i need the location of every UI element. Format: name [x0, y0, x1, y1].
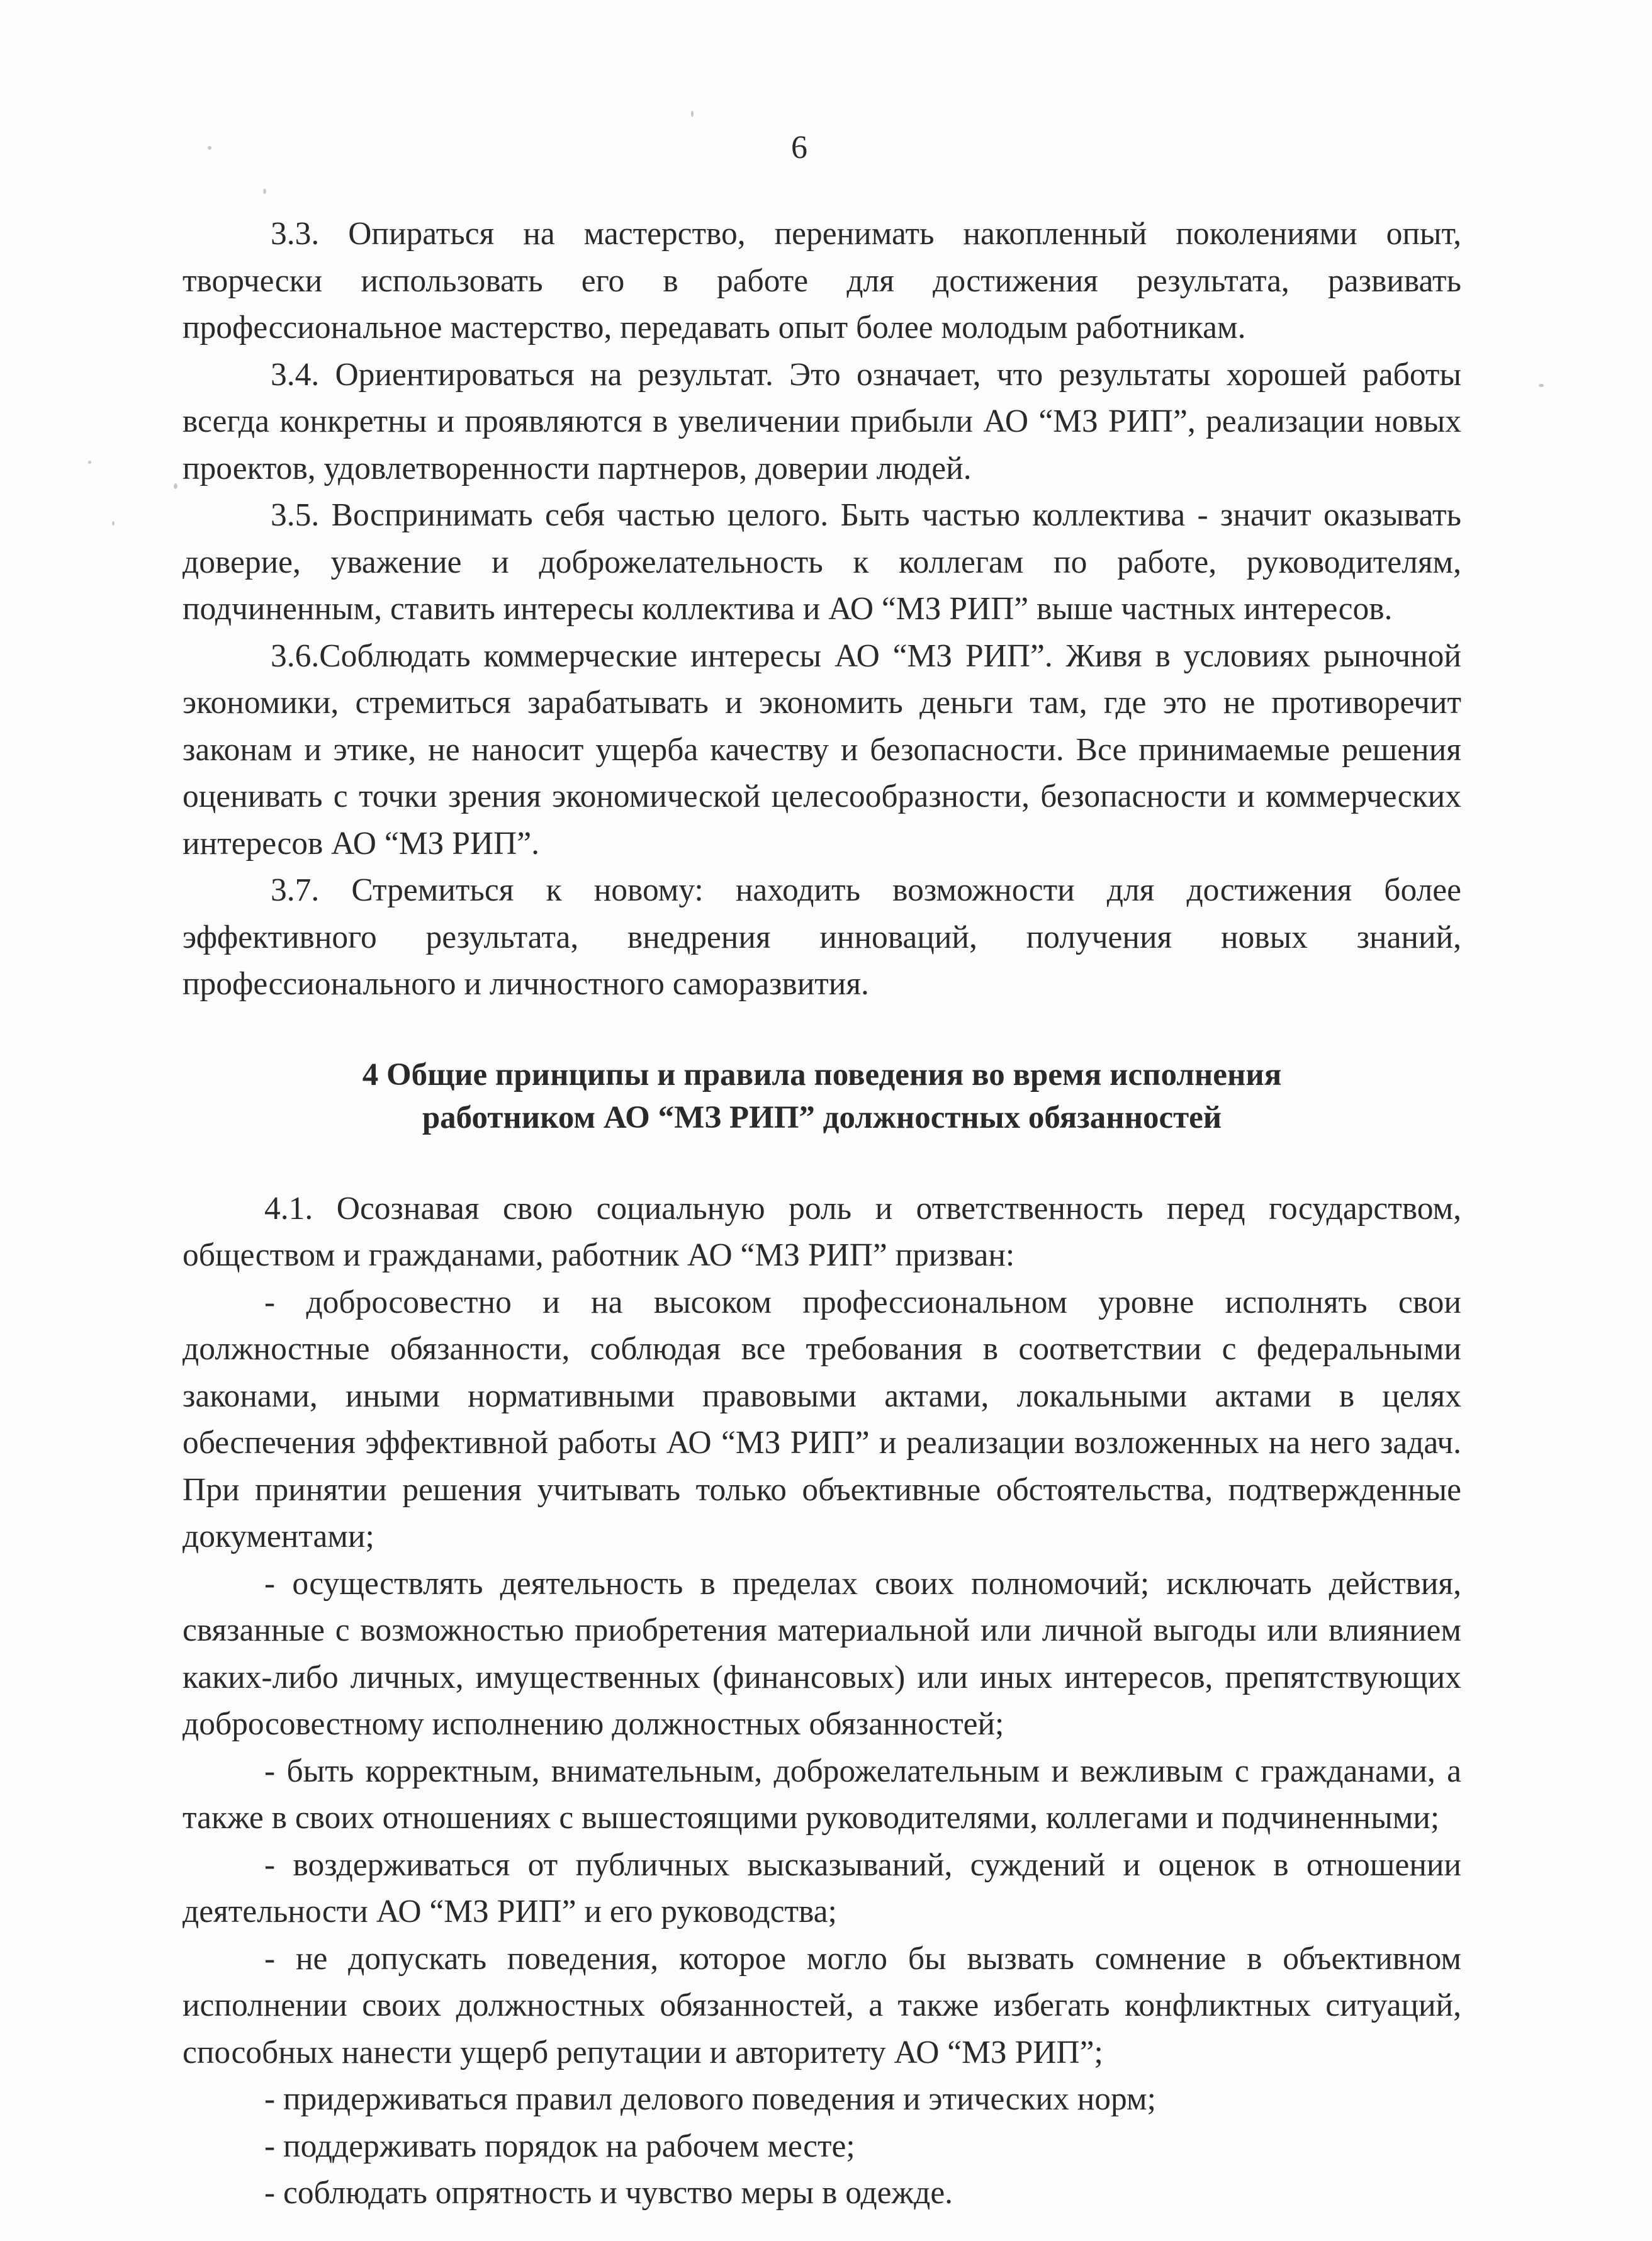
paragraph-3-6: 3.6.Соблюдать коммерческие интересы АО “МЗ РИП”. Живя в условиях рыночной экономики, стремиться зарабатывать и экономить деньги там, где это не противоречит законам и этике, не наносит ущерба качеству и безопасности. Все принимаемые решения оценивать с точки зрения экономической целесообразности, безопасности и коммерческих интересов АО “МЗ РИП”. [183, 637, 1461, 862]
document-body [183, 211, 1461, 2217]
list-item: - не допускать поведения, которое могло бы вызвать сомнение в объективном исполнении своих должностных обязанностей, а также избегать конфликтных ситуаций, способных нанести ущерб репутации и авторитету АО “МЗ РИП”; [183, 1940, 1461, 2070]
paragraph-3-7: 3.7. Стремиться к новому: находить возможности для достижения более эффективного результата, внедрения инноваций, получения новых знаний, профессионального и личностного саморазвития. [183, 872, 1461, 1002]
scan-speck [112, 521, 115, 525]
scan-speck [174, 483, 177, 489]
section-3 [183, 211, 1461, 1008]
scan-speck [691, 111, 694, 117]
list-item: - придерживаться правил делового поведения и этических норм; [264, 2081, 1156, 2117]
list-item: - поддерживать порядок на рабочем месте; [264, 2128, 855, 2164]
section-4-heading-line-2: работником АО “МЗ РИП” должностных обязанностей [422, 1099, 1222, 1135]
paragraph-3-4: 3.4. Ориентироваться на результат. Это означает, что результаты хорошей работы всегда конкретны и проявляются в увеличении прибыли АО “МЗ РИП”, реализации новых проектов, удовлетворенности партнеров, доверии людей. [183, 356, 1461, 486]
list-item: - воздерживаться от публичных высказываний, суждений и оценок в отношении деятельности АО “МЗ РИП” и его руководства; [183, 1846, 1461, 1929]
paragraph-3-3: 3.3. Опираться на мастерство, перенимать накопленный поколениями опыт, творчески использовать его в работе для достижения результата, развивать профессиональное мастерство, передавать опыт более молодым работникам. [183, 216, 1461, 345]
scan-speck [1539, 384, 1544, 387]
section-4-heading-line-1: 4 Общие принципы и правила поведения во время исполнения [362, 1057, 1282, 1092]
list-item: - осуществлять деятельность в пределах своих полномочий; исключать действия, связанные с возможностью приобретения материальной или личной выгоды или влиянием каких-либо личных, имущественных (финансовых) или иных интересов, препятствующих добросовестному исполнению должностных обязанностей; [183, 1565, 1461, 1742]
scan-speck [263, 189, 266, 194]
paragraph-3-5: 3.5. Воспринимать себя частью целого. Быть частью коллектива - значит оказывать доверие, уважение и доброжелательность к коллегам по работе, руководителям, подчиненным, ставить интересы коллектива и АО “МЗ РИП” выше частных интересов. [183, 497, 1461, 627]
paragraph-4-1: 4.1. Осознавая свою социальную роль и ответственность перед государством, обществом и гражданами, работник АО “МЗ РИП” призван: [183, 1190, 1461, 1273]
list-item: - соблюдать опрятность и чувство меры в одежде. [264, 2175, 953, 2211]
list-item: - быть корректным, внимательным, доброжелательным и вежливым с гражданами, а также в своих отношениях с вышестоящими руководителями, коллегами и подчиненными; [183, 1753, 1461, 1836]
scan-speck [88, 461, 91, 464]
section-4 [183, 1186, 1461, 2217]
list-item: - добросовестно и на высоком профессиональном уровне исполнять свои должностные обязанности, соблюдая все требования в соответствии с федеральными законами, иными нормативными правовыми актами, локальными актами в целях обеспечения эффективной работы АО “МЗ РИП” и реализации возложенных на него задач. При принятии решения учитывать только объективные обстоятельства, подтвержденные документами; [183, 1284, 1461, 1554]
section-4-heading [183, 1053, 1461, 1139]
page-number: 6 [791, 130, 807, 166]
